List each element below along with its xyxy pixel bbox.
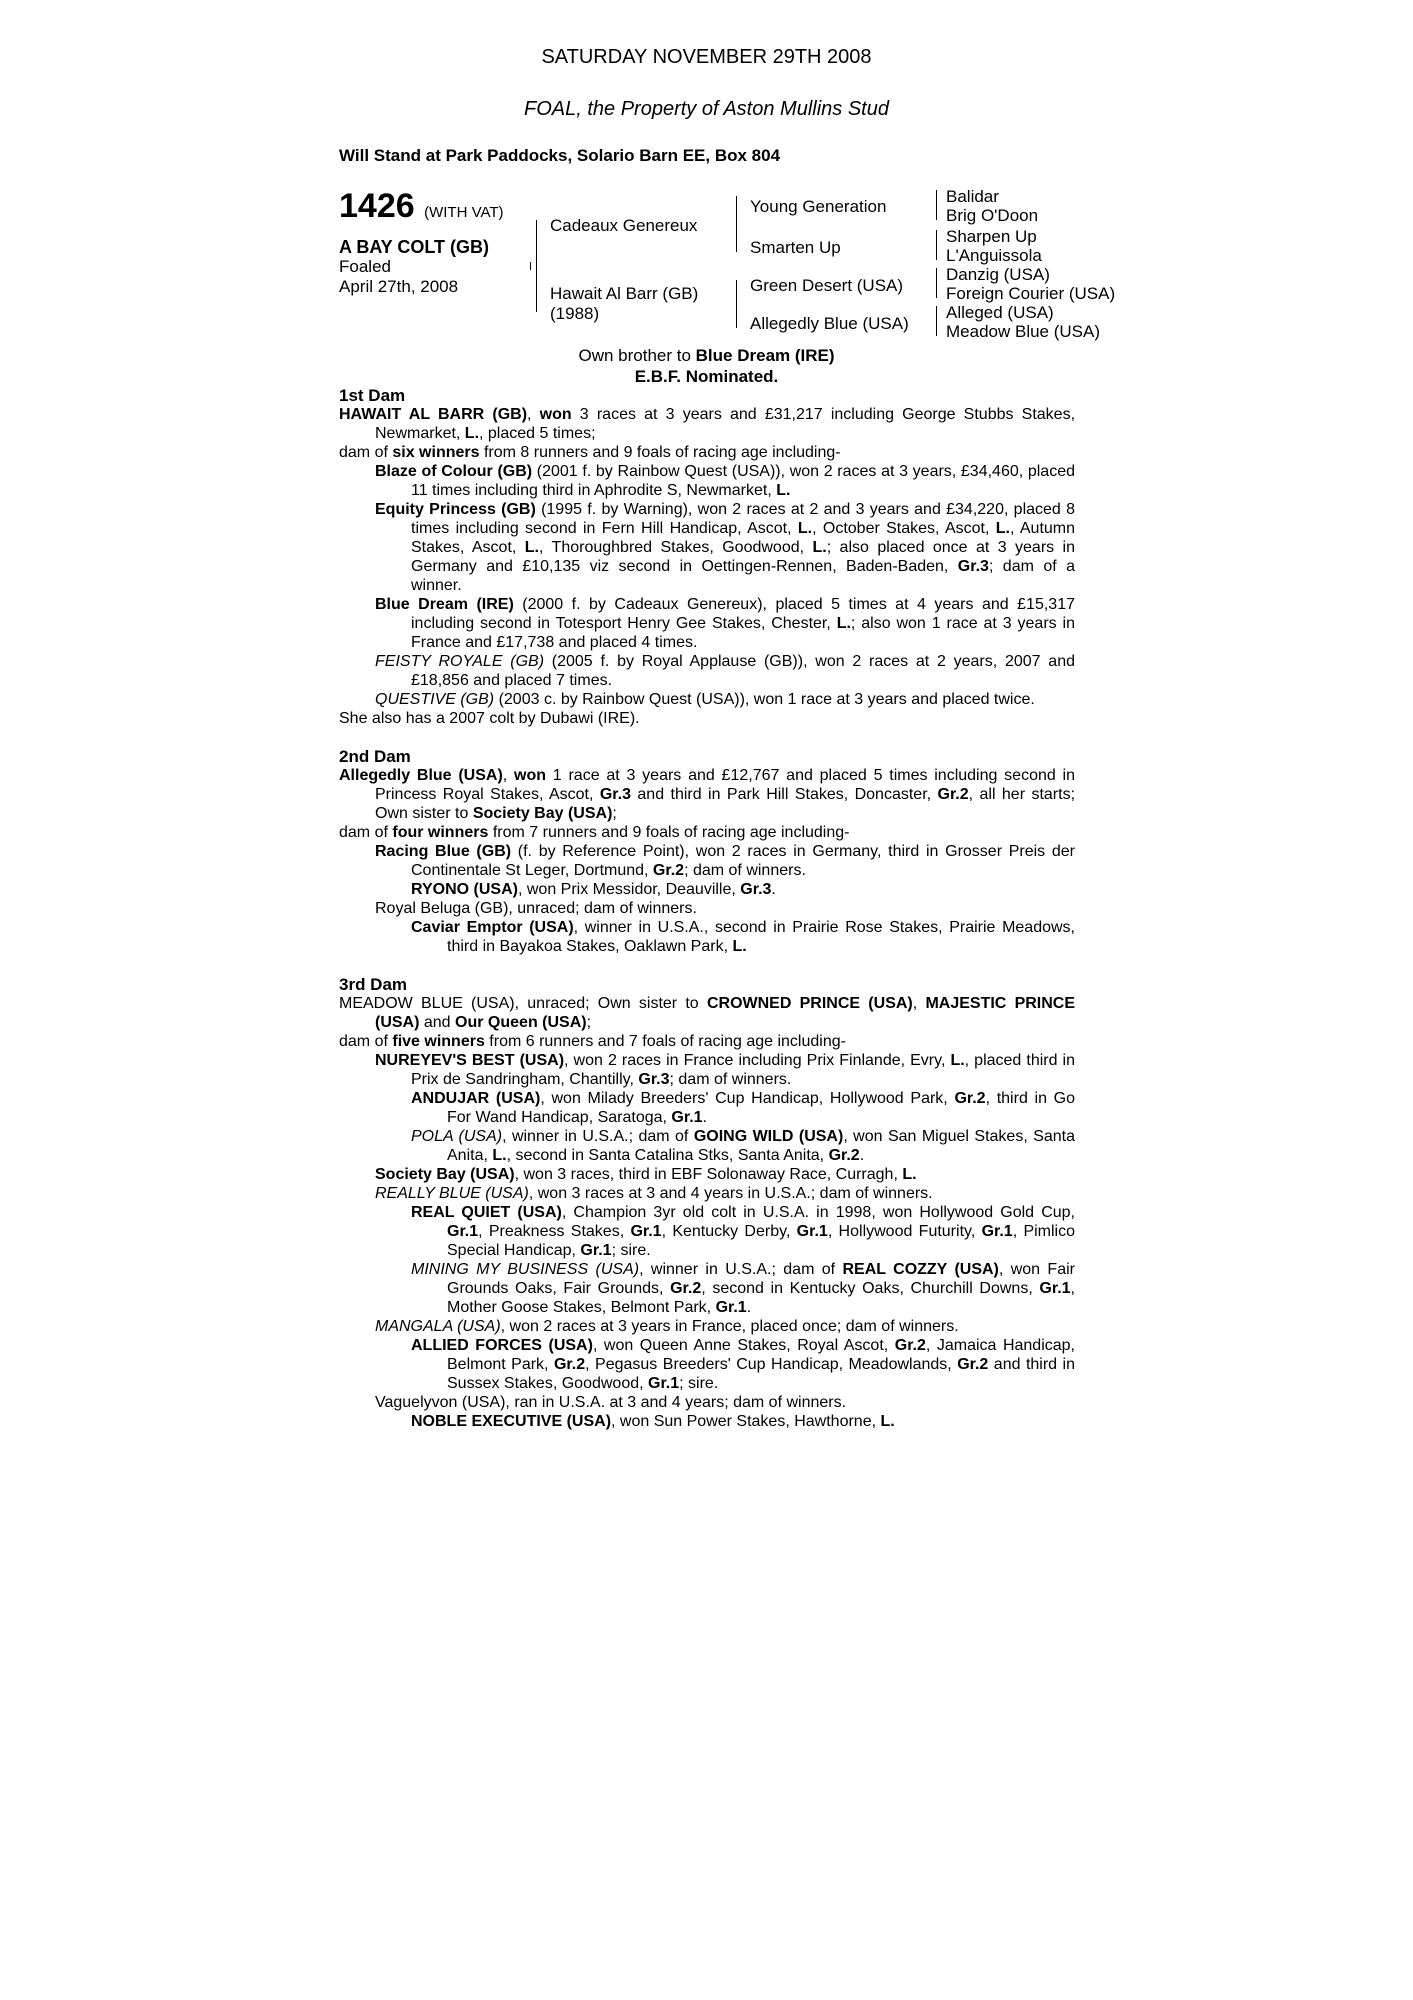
pedigree-brace-g1 [936, 190, 937, 220]
produce-andujar: ANDUJAR (USA), won Milady Breeders' Cup Handicap, Hollywood Park, Gr.2, third in Go For Wand Handicap, Saratoga, Gr.1. [411, 1090, 1076, 1126]
produce-nureyevs-best: NUREYEV'S BEST (USA), won 2 races in France including Prix Finlande, Evry, L., placed third in Prix de Sandringham, Chantilly, Gr.3; dam of winners. [375, 1052, 1076, 1088]
produce-royal-beluga: Royal Beluga (GB), unraced; dam of winners. [375, 900, 697, 917]
produce-feisty-royale: FEISTY ROYALE (GB) (2005 f. by Royal Applause (GB)), won 2 races at 2 years, 2007 and £18,856 and placed 7 times. [375, 653, 1075, 689]
pedigree-sire-sire: Young Generation [750, 197, 887, 216]
own-brother-name: Blue Dream (IRE) [695, 346, 835, 365]
first-dam-entry: HAWAIT AL BARR (GB), won 3 races at 3 years and £31,217 including George Stubbs Stakes, Newmarket, L., placed 5 times; [339, 406, 1076, 442]
pedigree-brace-g4 [936, 306, 937, 336]
pedigree-g8: Meadow Blue (USA) [946, 322, 1101, 341]
produce-mangala: MANGALA (USA), won 2 races at 3 years in France, placed once; dam of winners. [375, 1318, 959, 1335]
first-dam-heading: 1st Dam [339, 386, 406, 405]
produce-really-blue: REALLY BLUE (USA), won 3 races at 3 and 4 years in U.S.A.; dam of winners. [375, 1185, 933, 1202]
own-brother-prefix: Own brother to [578, 346, 691, 365]
pedigree-g4: L'Anguissola [946, 246, 1042, 265]
produce-blue-dream: Blue Dream (IRE) (2000 f. by Cadeaux Genereux), placed 5 times at 4 years and £15,317 including second in Totesport Henry Gee Stakes, Chester, L.; also won 1 race at 3 years in France and £17,738 and placed 4 times. [375, 596, 1075, 651]
brace-tick [530, 262, 531, 270]
pedigree-g3: Sharpen Up [946, 227, 1037, 246]
catalogue-body [339, 386, 1075, 1431]
second-dam-produce-summary: dam of four winners from 7 runners and 9 foals of racing age including- [339, 824, 850, 841]
pedigree-brace-sire [736, 196, 737, 252]
lot-number-line [339, 186, 504, 233]
produce-racing-blue: Racing Blue (GB) (f. by Reference Point), won 2 races in Germany, third in Grosser Preis der Continentale St Leger, Dortmund, Gr.2; dam of winners. [375, 843, 1075, 879]
pedigree-g2: Brig O'Doon [946, 206, 1039, 225]
foal-property-line: FOAL, the Property of Aston Mullins Stud [524, 98, 889, 120]
produce-vaguelyvon: Vaguelyvon (USA), ran in U.S.A. at 3 and 4 years; dam of winners. [375, 1394, 847, 1411]
produce-equity-princess: Equity Princess (GB) (1995 f. by Warning), won 2 races at 2 and 3 years and £34,220, placed 8 times including second in Fern Hill Handicap, Ascot, L., October Stakes, Ascot, L., Autumn Stakes, Ascot, L., Thoroughbred Stakes, Goodwood, L.; also placed once at 3 years in Germany and £10,135 viz second in Oettingen-Rennen, Baden-Baden, Gr.3; dam of a winner. [375, 501, 1076, 594]
produce-ryono: RYONO (USA), won Prix Messidor, Deauville, Gr.3. [411, 881, 776, 898]
produce-allied-forces: ALLIED FORCES (USA), won Queen Anne Stakes, Royal Ascot, Gr.2, Jamaica Handicap, Belmont Park, Gr.2, Pegasus Breeders' Cup Handicap, Meadowlands, Gr.2 and third in Sussex Stakes, Goodwood, Gr.1; sire. [411, 1337, 1076, 1392]
pedigree-dam-sire: Green Desert (USA) [750, 276, 904, 295]
third-dam-heading: 3rd Dam [339, 975, 408, 994]
pedigree-g7: Alleged (USA) [946, 303, 1054, 322]
second-dam-heading: 2nd Dam [339, 747, 411, 766]
foaled-date: April 27th, 2008 [339, 277, 459, 296]
pedigree-g5: Danzig (USA) [946, 265, 1050, 284]
pedigree-brace-g3 [936, 268, 937, 298]
produce-mining-my-business: MINING MY BUSINESS (USA), winner in U.S.A.; dam of REAL COZZY (USA), won Fair Grounds Oaks, Fair Grounds, Gr.2, second in Kentucky Oaks, Churchill Downs, Gr.1, Mother Goose Stakes, Belmont Park, Gr.1. [411, 1261, 1075, 1316]
pedigree-dam: Hawait Al Barr (GB) [550, 284, 699, 303]
third-dam-produce-summary: dam of five winners from 6 runners and 7 foals of racing age including- [339, 1033, 846, 1050]
produce-noble-executive: NOBLE EXECUTIVE (USA), won Sun Power Stakes, Hawthorne, L. [411, 1413, 895, 1430]
pedigree-sire-dam: Smarten Up [750, 238, 841, 257]
lot-title: A BAY COLT (GB) [339, 237, 490, 257]
foaled-info [339, 257, 458, 297]
second-dam-entry: Allegedly Blue (USA), won 1 race at 3 years and £12,767 and placed 5 times including second in Princess Royal Stakes, Ascot, Gr.3 and third in Park Hill Stakes, Doncaster, Gr.2, all her starts; Own sister to Society Bay (USA); [339, 767, 1076, 822]
produce-blaze-of-colour: Blaze of Colour (GB) (2001 f. by Rainbow Quest (USA)), won 2 races at 3 years, £34,460, placed 11 times including third in Aphrodite S, Newmarket, L. [375, 463, 1075, 499]
sale-date: SATURDAY NOVEMBER 29TH 2008 [541, 46, 872, 68]
pedigree-brace-g2 [936, 230, 937, 260]
produce-society-bay: Society Bay (USA), won 3 races, third in EBF Solonaway Race, Curragh, L. [375, 1166, 917, 1183]
stand-location: Will Stand at Park Paddocks, Solario Barn EE, Box 804 [339, 146, 781, 165]
own-brother-note [0, 346, 1413, 366]
lot-number: 1426 [339, 187, 415, 225]
produce-caviar-emptor: Caviar Emptor (USA), winner in U.S.A., second in Prairie Rose Stakes, Prairie Meadows, third in Bayakoa Stakes, Oaklawn Park, L. [411, 919, 1075, 955]
pedigree-brace-main [536, 220, 537, 312]
pedigree-dam-dam: Allegedly Blue (USA) [750, 314, 909, 333]
ebf-note: E.B.F. Nominated. [634, 367, 779, 386]
first-dam-produce-summary: dam of six winners from 8 runners and 9 foals of racing age including- [339, 444, 841, 461]
first-dam-also: She also has a 2007 colt by Dubawi (IRE). [339, 710, 640, 727]
third-dam-entry: MEADOW BLUE (USA), unraced; Own sister to CROWNED PRINCE (USA), MAJESTIC PRINCE (USA) and Our Queen (USA); [339, 995, 1076, 1031]
pedigree-dam-year: (1988) [550, 304, 600, 323]
produce-questive: QUESTIVE (GB) (2003 c. by Rainbow Quest (USA)), won 1 race at 3 years and placed twice. [375, 691, 1035, 708]
produce-pola: POLA (USA), winner in U.S.A.; dam of GOING WILD (USA), won San Miguel Stakes, Santa Anita, L., second in Santa Catalina Stks, Santa Anita, Gr.2. [411, 1128, 1076, 1164]
pedigree-g1: Balidar [946, 187, 999, 206]
foaled-label: Foaled [339, 257, 391, 276]
pedigree-sire: Cadeaux Genereux [550, 216, 698, 235]
pedigree-brace-dam [736, 280, 737, 328]
produce-real-quiet: REAL QUIET (USA), Champion 3yr old colt in U.S.A. in 1998, won Hollywood Gold Cup, Gr.1, Preakness Stakes, Gr.1, Kentucky Derby, Gr.1, Hollywood Futurity, Gr.1, Pimlico Special Handicap, Gr.1; sire. [411, 1204, 1076, 1259]
vat-note: (WITH VAT) [424, 204, 504, 221]
pedigree-g6: Foreign Courier (USA) [946, 284, 1116, 303]
